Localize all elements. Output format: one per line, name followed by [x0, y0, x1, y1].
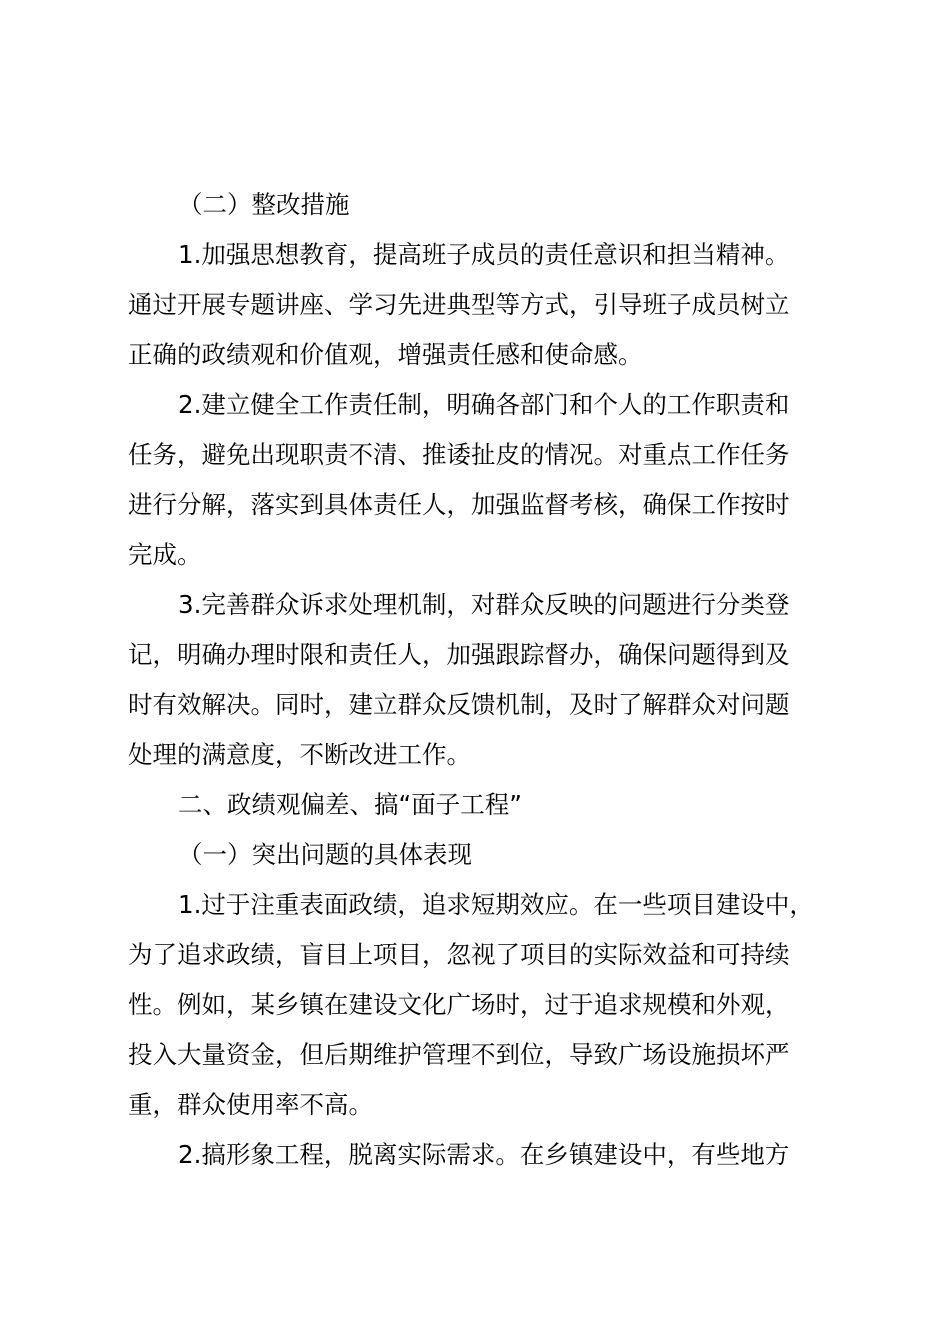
paragraph-line: 1.过于注重表面政绩，追求短期效应。在一些项目建设中， — [178, 890, 814, 919]
paragraph-line: 进行分解，落实到具体责任人，加强监督考核，确保工作按时 — [128, 490, 790, 519]
paragraph-line: 2.搞形象工程，脱离实际需求。在乡镇建设中，有些地方 — [178, 1140, 790, 1169]
paragraph-line: 重，群众使用率不高。 — [128, 1090, 373, 1119]
paragraph-line: 处理的满意度，不断改进工作。 — [128, 740, 471, 769]
chapter-heading: 二、政绩观偏差、搞“面子工程” — [178, 790, 522, 819]
paragraph-line: 完成。 — [128, 540, 202, 569]
paragraph-line: 性。例如，某乡镇在建设文化广场时，过于追求规模和外观， — [128, 990, 790, 1019]
paragraph-line: 投入大量资金，但后期维护管理不到位，导致广场设施损坏严 — [128, 1040, 790, 1069]
section-heading-rectification-measures: （二）整改措施 — [178, 190, 350, 219]
paragraph-line: 3.完善群众诉求处理机制，对群众反映的问题进行分类登 — [178, 590, 790, 619]
paragraph-line: 正确的政绩观和价值观，增强责任感和使命感。 — [128, 340, 643, 369]
section-heading-problem-manifestations: （一）突出问题的具体表现 — [178, 840, 472, 869]
paragraph-line: 记，明确办理时限和责任人，加强跟踪督办，确保问题得到及 — [128, 640, 790, 669]
paragraph-line: 为了追求政绩，盲目上项目，忽视了项目的实际效益和可持续 — [128, 940, 790, 969]
paragraph-line: 任务，避免出现职责不清、推诿扯皮的情况。对重点工作任务 — [128, 440, 790, 469]
paragraph-line: 通过开展专题讲座、学习先进典型等方式，引导班子成员树立 — [128, 290, 790, 319]
paragraph-line: 1.加强思想教育，提高班子成员的责任意识和担当精神。 — [178, 240, 790, 269]
document-body — [128, 180, 838, 1180]
paragraph-line: 2.建立健全工作责任制，明确各部门和个人的工作职责和 — [178, 390, 790, 419]
paragraph-line: 时有效解决。同时，建立群众反馈机制，及时了解群众对问题 — [128, 690, 790, 719]
